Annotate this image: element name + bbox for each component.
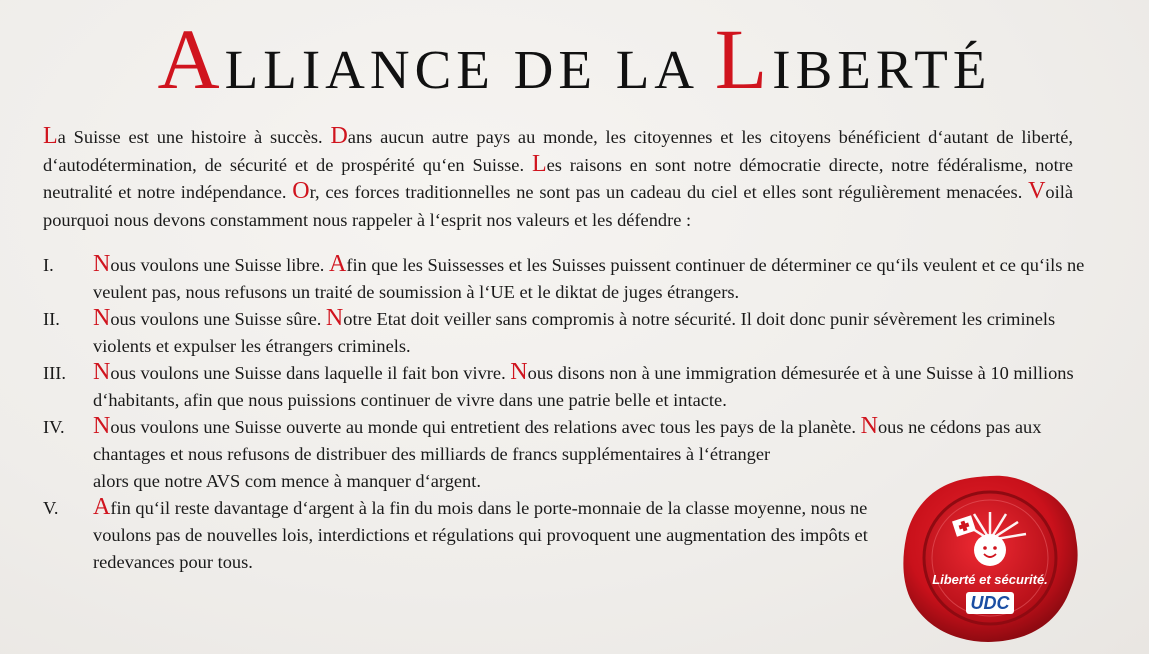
drop-initial: N xyxy=(325,305,344,331)
item-text: ous voulons une Suisse ouverte au monde qui entretient des relations avec tous les pays de la planète. xyxy=(110,417,861,437)
item-text: ous voulons une Suisse dans laquelle il fait bon vivre. xyxy=(110,363,511,383)
title-initial-l: L xyxy=(714,11,773,107)
drop-initial: L xyxy=(531,150,547,177)
title-word-liberte: IBERTÉ xyxy=(772,39,992,100)
item-text: fin que les Suissesses et les Suisses puissent continuer de déterminer ce qu‘ils veulent et ce qu‘ils ne veulent pas, nous refusons un traité de soumission à l‘UE et le diktat de juges étrangers. xyxy=(93,255,1085,302)
list-item xyxy=(43,306,1093,360)
udc-wax-seal xyxy=(900,472,1080,644)
drop-initial: N xyxy=(860,413,878,439)
item-text: ous ne cédons pas aux chantages et nous refusons de distribuer des milliards de francs supplémentaires à l‘étranger xyxy=(93,417,1042,464)
intro-sentence: r, ces forces traditionnelles ne sont pas un cadeau du ciel et elles sont régulièrement menacées. xyxy=(309,182,1029,202)
item-text: ous disons non à une immigration démesurée et à une Suisse à 10 millions d‘habitants, afin que nous puissions continuer de vivre dans une patrie belle et intacte. xyxy=(93,363,1074,410)
title-word-la: LA xyxy=(615,39,696,100)
drop-initial: V xyxy=(1028,178,1046,204)
drop-initial: N xyxy=(93,413,111,439)
title-word-alliance: LLIANCE xyxy=(224,39,495,100)
item-number: II. xyxy=(43,309,60,329)
item-number: I. xyxy=(43,255,54,275)
drop-initial: D xyxy=(330,123,348,149)
drop-initial: L xyxy=(43,123,58,149)
seal-party: UDC xyxy=(970,593,1010,613)
intro-paragraph xyxy=(43,124,1073,234)
intro-sentence: a Suisse est une histoire à succès. xyxy=(57,127,331,147)
intro-sentence: oilà pourquoi nous devons constamment nous rappeler à l‘esprit nos valeurs et les défendre : xyxy=(43,182,1073,230)
item-number: IV. xyxy=(43,417,65,437)
drop-initial: A xyxy=(93,494,111,520)
item-text: alors que notre AVS com mence à manquer d‘argent. xyxy=(93,471,481,491)
drop-initial: N xyxy=(93,251,111,277)
item-text: otre Etat doit veiller sans compromis à notre sécurité. Il doit donc punir sévèrement les criminels violents et expulser les étrangers criminels. xyxy=(93,309,1056,356)
drop-initial: N xyxy=(93,305,111,331)
item-text: ous voulons une Suisse sûre. xyxy=(110,309,326,329)
drop-initial: N xyxy=(93,359,111,385)
page-title xyxy=(0,11,1149,115)
list-item xyxy=(43,252,1093,306)
item-text: fin qu‘il reste davantage d‘argent à la fin du mois dans le porte-monnaie de la classe moyenne, nous ne voulons pas de nouvelles lois, interdictions et régulations qui provoquent une augmentation des impôts et redevances pour tous. xyxy=(93,498,868,572)
intro-sentence: es raisons en sont notre démocratie directe, notre fédéralisme, notre neutralité et notre indépendance. xyxy=(43,154,1073,202)
seal-slogan: Liberté et sécurité. xyxy=(932,572,1048,587)
drop-initial: A xyxy=(328,251,347,277)
drop-initial: N xyxy=(510,359,528,385)
item-text: ous voulons une Suisse libre. xyxy=(110,255,329,275)
intro-sentence: ans aucun autre pays au monde, les citoyennes et les citoyens bénéficient d‘autant de liberté, d‘autodétermination, de sécurité et de prospérité qu‘en Suisse. xyxy=(43,127,1073,175)
list-item xyxy=(43,360,1093,414)
drop-initial: O xyxy=(292,178,310,204)
title-word-de: DE xyxy=(513,39,597,100)
item-number: V. xyxy=(43,498,59,518)
sun-face-icon xyxy=(974,534,1006,566)
title-initial-a: A xyxy=(157,11,225,107)
list-item xyxy=(43,495,883,576)
item-number: III. xyxy=(43,363,66,383)
